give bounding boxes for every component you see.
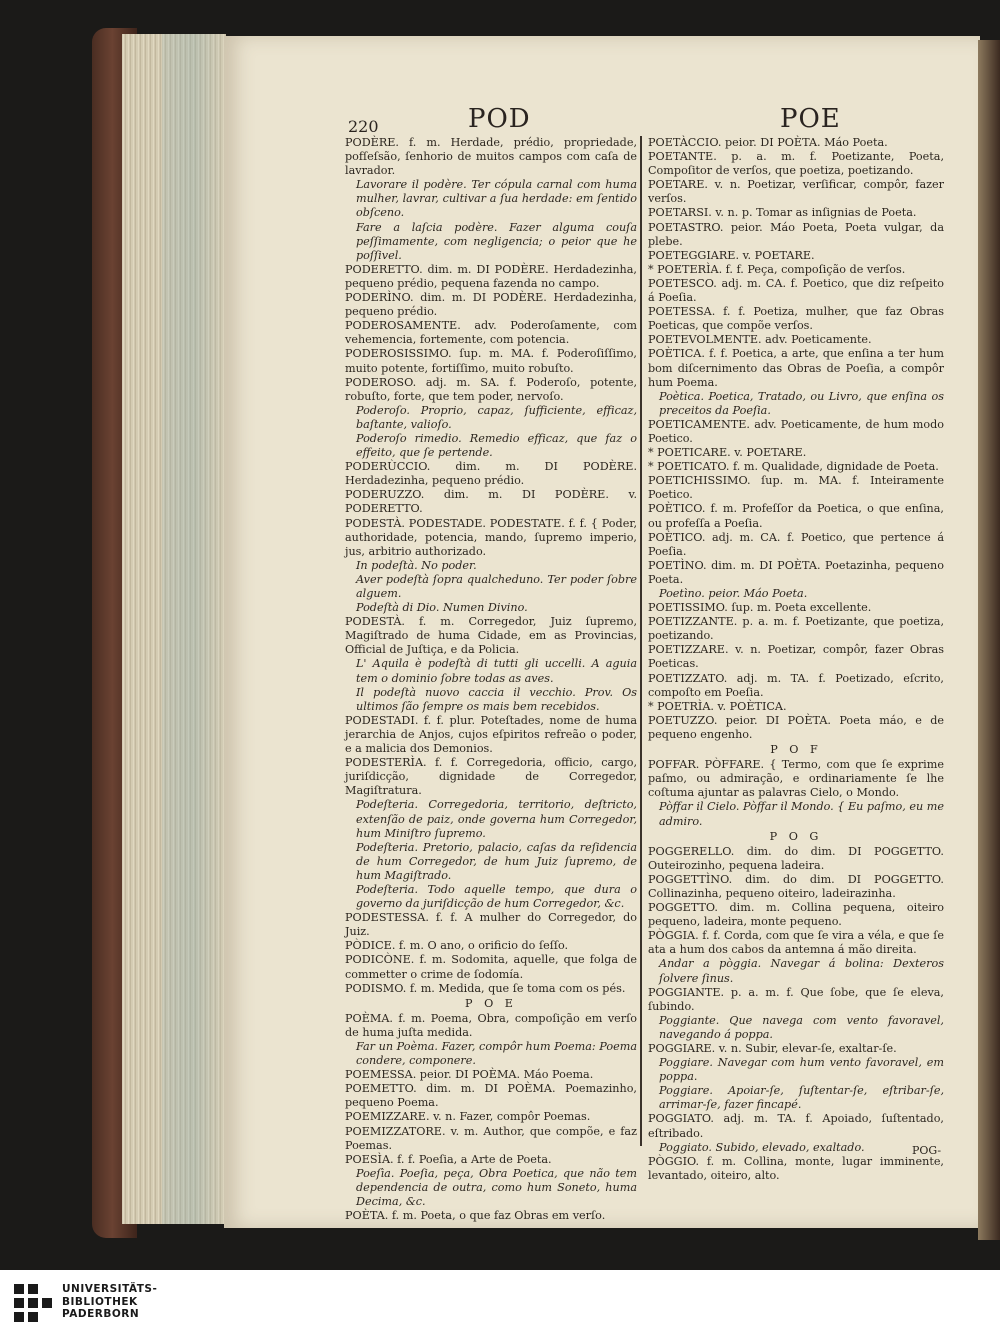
dictionary-entry: PODESTESSA. f. f. A mulher do Corregedor, do Juiz. — [345, 911, 637, 939]
sub-entry: L' Aquila è podeſtà di tutti gli uccelli. A aguia tem o dominio ſobre todas as aves. — [356, 657, 637, 685]
library-name-line: UNIVERSITÄTS- — [62, 1283, 158, 1295]
right-column — [648, 136, 944, 1183]
dictionary-entry: PÒGGIO. f. m. Collina, monte, lugar imminente, levantado, oiteiro, alto. — [648, 1154, 944, 1182]
page-number: 220 — [348, 117, 379, 136]
dictionary-entry: POGGIATO. adj. m. TA. f. Apoiado, ſuſtentado, eſtribado. — [648, 1112, 944, 1140]
sub-entry: Podeſteria. Pretorio, palacio, caſas da reſidencia de hum Corregedor, de hum Juiz ſupremo, de hum Magiſtrado. — [356, 840, 637, 882]
dictionary-entry: POFFAR. PÒFFARE. { Termo, com que ſe exprime paſmo, ou admiração, e ordinariamente ſe lhe coſtuma ajuntar as palavras Cielo, o Mondo. — [648, 758, 944, 800]
dictionary-entry: PODERÌNO. dim. m. DI PODÈRE. Herdadezinha, pequeno prédio. — [345, 291, 637, 319]
sub-entry: Podeſtà di Dio. Numen Divino. — [356, 601, 528, 615]
dictionary-entry: POEMESSA. peior. DI POÈMA. Máo Poema. — [345, 1068, 594, 1082]
dictionary-entry: * POETERÌA. f. f. Peça, compoſição de verſos. — [648, 262, 906, 276]
library-name-line: BIBLIOTHEK — [62, 1295, 138, 1308]
dictionary-entry: PODEROSO. adj. m. SA. f. Poderoſo, potente, robuſto, forte, que tem poder, nervoſo. — [345, 375, 637, 403]
dictionary-entry: PODISMO. f. m. Medida, que ſe toma com os pés. — [345, 981, 626, 995]
sub-entry: Andar a pòggia. Navegar á bolina: Dexteros ſolvere ſinus. — [659, 957, 944, 985]
sub-entry: Pòffar il Cielo. Pòffar il Mondo. { Eu paſmo, eu me admiro. — [659, 800, 944, 828]
dictionary-entry: POEMIZZATORE. v. m. Author, que compõe, e faz Poemas. — [345, 1124, 637, 1152]
dictionary-entry: POEMETTO. dim. m. DI POÈMA. Poemazinho, pequeno Poema. — [345, 1082, 637, 1110]
sub-entry: Podeſteria. Corregedoria, territorio, deſtricto, extenſão de paiz, onde governa hum Corregedor, hum Miniſtro ſupremo. — [356, 798, 637, 840]
dictionary-entry: POETEVOLMENTE. adv. Poeticamente. — [648, 333, 872, 347]
section-letter-heading: P O G — [769, 829, 823, 843]
sub-entry: Fare a laſcia podère. Fazer alguma couſa peſſimamente, com negligencia; o peior que he poſſivel. — [356, 220, 637, 262]
dictionary-entry: POÈTICO. f. m. Profeſſor da Poetica, o que enſina, ou profeſſa a Poeſia. — [648, 502, 944, 530]
dictionary-entry: POETARE. v. n. Poetizar, verſificar, compôr, fazer verſos. — [648, 178, 944, 206]
dictionary-entry: PODICÒNE. f. m. Sodomita, aquelle, que folga de commetter o crime de ſodomía. — [345, 953, 637, 981]
sub-entry: Poggiante. Que navega com vento favoravel, navegando á poppa. — [659, 1013, 944, 1041]
dictionary-entry: POGGETTO. dim. m. Collina pequena, oiteiro pequeno, ladeira, monte pequeno. — [648, 901, 944, 929]
dictionary-entry: PODESTÀ. PODESTADE. PODESTATE. f. f. { Poder, authoridade, potencia, mando, ſupremo imperio, jus, arbitrio authorizado. — [345, 516, 637, 558]
dictionary-entry: POETESSA. f. f. Poetiza, mulher, que faz Obras Poeticas, que compõe verſos. — [648, 305, 944, 333]
library-logo-icon — [14, 1284, 52, 1324]
dictionary-entry: POESÌA. f. f. Poeſia, a Arte de Poeta. — [345, 1152, 552, 1166]
dictionary-entry: POETÌNO. dim. m. DI POÈTA. Poetazinha, pequeno Poeta. — [648, 558, 944, 586]
dictionary-entry: POEMIZZARE. v. n. Fazer, compôr Poemas. — [345, 1110, 591, 1124]
section-letter-heading: P O F — [770, 743, 822, 757]
dictionary-entry: POETISSIMO. ſup. m. Poeta excellente. — [648, 601, 872, 615]
sub-entry: Aver podeſtà ſopra qualcheduno. Ter poder ſobre alguem. — [356, 572, 637, 600]
running-head-left: POD — [468, 104, 531, 134]
dictionary-entry: POGGIANTE. p. a. m. f. Que ſobe, que ſe eleva, ſubindo. — [648, 985, 944, 1013]
dictionary-entry: POGGETTÌNO. dim. do dim. DI POGGETTO. Collinazinha, pequeno oiteiro, ladeirazinha. — [648, 872, 944, 900]
dictionary-entry: POGGERELLO. dim. do dim. DI POGGETTO. Outeirozinho, pequena ladeira. — [648, 844, 944, 872]
dictionary-entry: PODESTADI. f. f. plur. Poteſtades, nome de huma jerarchia de Anjos, cujos eſpiritos refreão o poder, e a malicia dos Demonios. — [345, 713, 637, 756]
dictionary-entry: POETASTRO. peior. Máo Poeta, Poeta vulgar, da plebe. — [648, 220, 944, 248]
library-name-line: PADERBORN — [62, 1308, 140, 1320]
dictionary-entry: POETIZZATO. adj. m. TA. f. Poetizado, eſcrito, compoſto em Poeſia. — [648, 671, 944, 699]
dictionary-entry: POETESCO. adj. m. CA. f. Poetico, que diz reſpeito á Poeſia. — [648, 276, 944, 305]
dictionary-entry: PODERUZZO. dim. m. DI PODÈRE. v. PODERETTO. — [345, 488, 637, 516]
dictionary-entry: PODÈRE. f. m. Herdade, prédio, propriedade, pofſeſsão, ſenhorio de muitos campos com caſa de lavrador. — [345, 136, 637, 178]
dictionary-entry: PÒGGIA. f. f. Corda, com que ſe vira a véla, e que ſe ata a hum dos cabos da antemna á mão direita. — [648, 929, 944, 957]
left-column — [345, 136, 637, 1223]
sub-entry: Poderoſo rimedio. Remedio efficaz, que faz o effeito, que ſe pertende. — [356, 431, 637, 460]
dictionary-entry: POETEGGIARE. v. POETARE. — [648, 248, 815, 262]
section-letter-heading: P O E — [465, 996, 517, 1010]
dictionary-entry: * POETICATO. f. m. Qualidade, dignidade de Poeta. — [648, 460, 939, 474]
running-head-right: POE — [780, 104, 841, 134]
sub-entry: Poderoſo. Proprio, capaz, ſufficiente, efficaz, baſtante, valioſo. — [356, 403, 637, 431]
book-gutter — [978, 40, 1000, 1240]
sub-entry: Lavorare il podère. Ter cópula carnal com huma mulher, lavrar, cultivar a ſua herdade: em ſentido obſceno. — [356, 178, 637, 220]
sub-entry: Poeſìa. Poeſia, peça, Obra Poetica, que não tem dependencia de outra, como hum Soneto, huma Decima, &c. — [356, 1166, 637, 1209]
dictionary-entry: PÒDICE. f. m. O ano, o orificio do ſeſſo. — [345, 939, 569, 953]
dictionary-entry: POETÀCCIO. peior. DI POÈTA. Máo Poeta. — [648, 136, 888, 149]
dictionary-entry: POÈTICO. adj. m. CA. f. Poetico, que pertence á Poeſia. — [648, 530, 944, 558]
sub-entry: Poggiato. Subido, elevado, exaltado. — [659, 1140, 865, 1154]
sub-entry: Far un Poèma. Fazer, compôr hum Poema: Poema condere, componere. — [356, 1040, 637, 1068]
dictionary-entry: PODEROSISSIMO. ſup. m. MA. f. Poderoſiſſimo, muito potente, fortiſſimo, muito robuſto. — [345, 347, 637, 375]
dictionary-entry: POETIZZARE. v. n. Poetizar, compôr, fazer Obras Poeticas. — [648, 643, 944, 671]
dictionary-entry: POÈMA. f. m. Poema, Obra, compoſição em verſo de huma juſta medida. — [345, 1011, 637, 1039]
catchword: POG- — [912, 1144, 942, 1157]
dictionary-entry: POETANTE. p. a. m. f. Poetizante, Poeta, Compoſitor de verſos, que poetiza, poetizando. — [648, 150, 944, 178]
sub-entry: Poggiare. Navegar com hum vento favoravel, em poppa. — [659, 1056, 944, 1084]
dictionary-entry: POETICAMENTE. adv. Poeticamente, de hum modo Poetico. — [648, 417, 944, 445]
dictionary-entry: PODEROSAMENTE. adv. Poderoſamente, com vehemencia, fortemente, com potencia. — [345, 319, 637, 347]
dictionary-entry: POETICHISSIMO. ſup. m. MA. f. Inteiramente Poetico. — [648, 474, 944, 502]
sub-entry: Il podeſtà nuovo caccia il vecchio. Prov. Os ultimos ſão ſempre os mais bem recebidos. — [356, 685, 637, 713]
dictionary-entry: PODESTÀ. f. m. Corregedor, Juiz ſupremo, Magiſtrado de huma Cidade, em as Provincias, Official de Juſtiça, e da Policia. — [345, 615, 637, 657]
sub-entry: Poètica. Poetica, Tratado, ou Livro, que enſina os preceitos da Poeſia. — [659, 389, 944, 417]
page-edges — [122, 34, 226, 1224]
sub-entry: Poggiare. Apoiar-ſe, ſuſtentar-ſe, eſtribar-ſe, arrimar-ſe, fazer fincapé. — [659, 1084, 944, 1112]
dictionary-entry: POÈTICA. f. f. Poetica, a arte, que enſina a ter hum bom diſcernimento das Obras de Poeſia, a compôr hum Poema. — [648, 347, 944, 389]
library-name — [62, 1283, 157, 1321]
dictionary-entry: POÈTA. f. m. Poeta, o que faz Obras em verſo. — [345, 1209, 606, 1223]
dictionary-entry: PODERÙCCIO. dim. m. DI PODÈRE. Herdadezinha, pequeno prédio. — [345, 460, 637, 488]
sub-entry: In podeſtà. No poder. — [356, 558, 477, 572]
dictionary-entry: POETARSI. v. n. p. Tomar as inſignias de Poeta. — [648, 206, 917, 220]
dictionary-entry: POGGIARE. v. n. Subir, elevar-ſe, exaltar-ſe. — [648, 1042, 897, 1055]
dictionary-entry: PODESTERÌA. f. f. Corregedoria, officio, cargo, juriſdicção, dignidade de Corregedor, Magiſtratura. — [345, 756, 637, 798]
dictionary-entry: * POETICARE. v. POETARE. — [648, 446, 807, 460]
column-divider — [640, 136, 642, 1146]
dictionary-entry: * POETRÌA. v. POÈTICA. — [648, 699, 787, 713]
dictionary-entry: POETIZZANTE. p. a. m. f. Poetizante, que poetiza, poetizando. — [648, 615, 944, 643]
sub-entry: Podeſteria. Todo aquelle tempo, que dura o governo da juriſdicção de hum Corregedor, &c. — [356, 882, 637, 911]
dictionary-entry: PODERETTO. dim. m. DI PODÈRE. Herdadezinha, pequeno prédio, pequena fazenda no campo. — [345, 262, 637, 290]
sub-entry: Poetìno. peior. Máo Poeta. — [659, 587, 808, 600]
dictionary-entry: POETUZZO. peior. DI POÈTA. Poeta máo, e de pequeno engenho. — [648, 713, 944, 741]
